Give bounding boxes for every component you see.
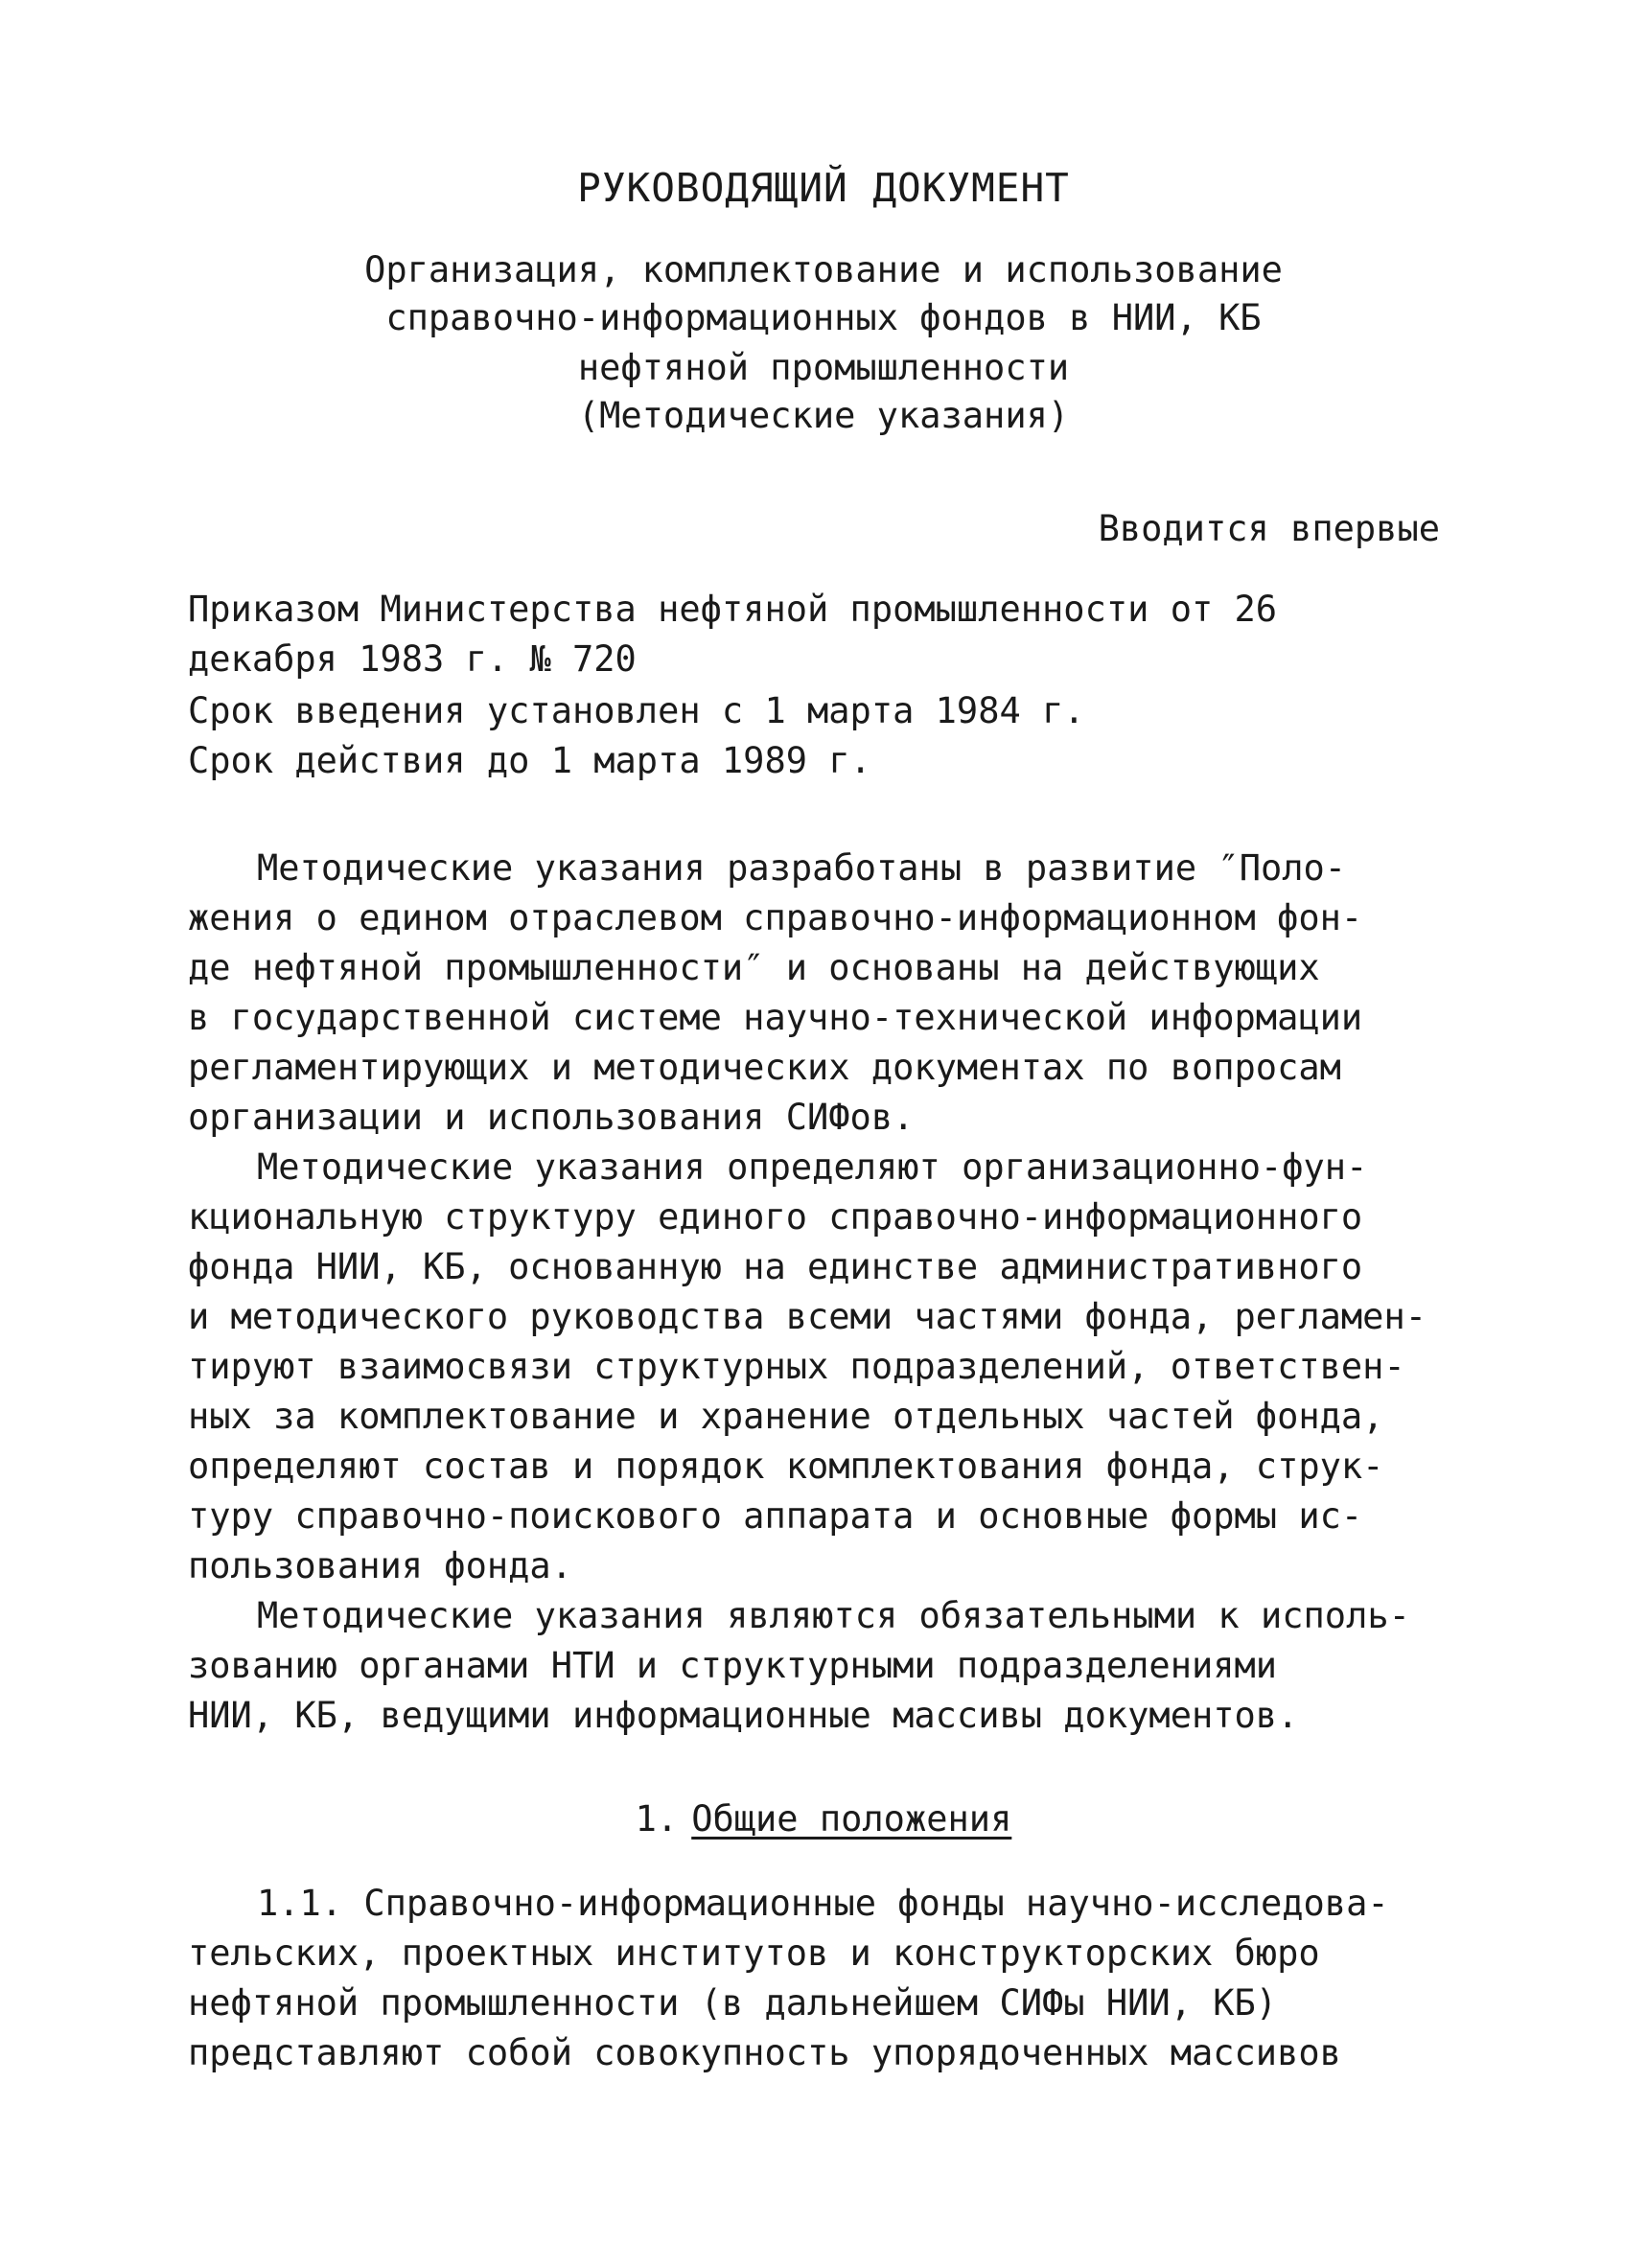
document-type-heading: РУКОВОДЯЩИЙ ДОКУМЕНТ xyxy=(577,165,1070,211)
title-line-4: (Методические указания) xyxy=(577,395,1070,436)
order-line: Приказом Министерства нефтяной промышленности от 26 xyxy=(188,589,1278,630)
paragraph-line: фонда НИИ, КБ, основанную на единстве административного xyxy=(188,1246,1363,1287)
section-number: 1. xyxy=(635,1798,679,1840)
expiry-date-line: Срок действия до 1 марта 1989 г. xyxy=(188,740,871,781)
clause-line: нефтяной промышленности (в дальнейшем СИФы НИИ, КБ) xyxy=(188,1982,1278,2024)
clause-line: тельских, проектных институтов и конструкторских бюро xyxy=(188,1932,1320,1974)
paragraph-line: Методические указания определяют организационно-фун- xyxy=(257,1146,1368,1188)
paragraph-line: Методические указания являются обязательными к исполь- xyxy=(257,1595,1410,1636)
section-1-heading xyxy=(0,1798,1647,1840)
paragraph-line: ных за комплектование и хранение отдельных частей фонда, xyxy=(188,1396,1384,1437)
paragraph-line: Методические указания разработаны в развитие ″Поло- xyxy=(257,847,1347,889)
clause-line: 1.1. Справочно-информационные фонды научно-исследова- xyxy=(257,1883,1389,1924)
clause-line: представляют собой совокупность упорядоченных массивов xyxy=(188,2032,1341,2073)
title-line-2: справочно-информационных фондов в НИИ, КБ xyxy=(385,297,1262,338)
section-title: Общие положения xyxy=(691,1798,1012,1840)
intro-status: Вводится впервые xyxy=(1098,508,1440,549)
paragraph-line: и методического руководства всеми частями фонда, регламен- xyxy=(188,1296,1427,1337)
paragraph-line: пользования фонда. xyxy=(188,1545,572,1586)
paragraph-line: регламентирующих и методических документах по вопросам xyxy=(188,1047,1341,1088)
title-line-1: Организация, комплектование и использование xyxy=(364,249,1283,290)
paragraph-line: определяют состав и порядок комплектования фонда, струк- xyxy=(188,1446,1384,1487)
paragraph-line: кциональную структуру единого справочно-информационного xyxy=(188,1196,1363,1238)
paragraph-line: тируют взаимосвязи структурных подразделений, ответствен- xyxy=(188,1346,1405,1387)
order-line: декабря 1983 г. № 720 xyxy=(188,638,637,680)
paragraph-line: жения о едином отраслевом справочно-информационном фон- xyxy=(188,897,1363,938)
paragraph-line: туру справочно-поискового аппарата и основные формы ис- xyxy=(188,1495,1363,1537)
effective-date-line: Срок введения установлен с 1 марта 1984 г. xyxy=(188,690,1085,731)
title-line-3: нефтяной промышленности xyxy=(577,347,1070,388)
paragraph-line: в государственной системе научно-технической информации xyxy=(188,997,1363,1038)
paragraph-line: де нефтяной промышленности″ и основаны на действующих xyxy=(188,947,1320,988)
paragraph-line: организации и использования СИФов. xyxy=(188,1097,915,1138)
paragraph-line: НИИ, КБ, ведущими информационные массивы документов. xyxy=(188,1695,1299,1736)
paragraph-line: зованию органами НТИ и структурными подразделениями xyxy=(188,1645,1278,1686)
